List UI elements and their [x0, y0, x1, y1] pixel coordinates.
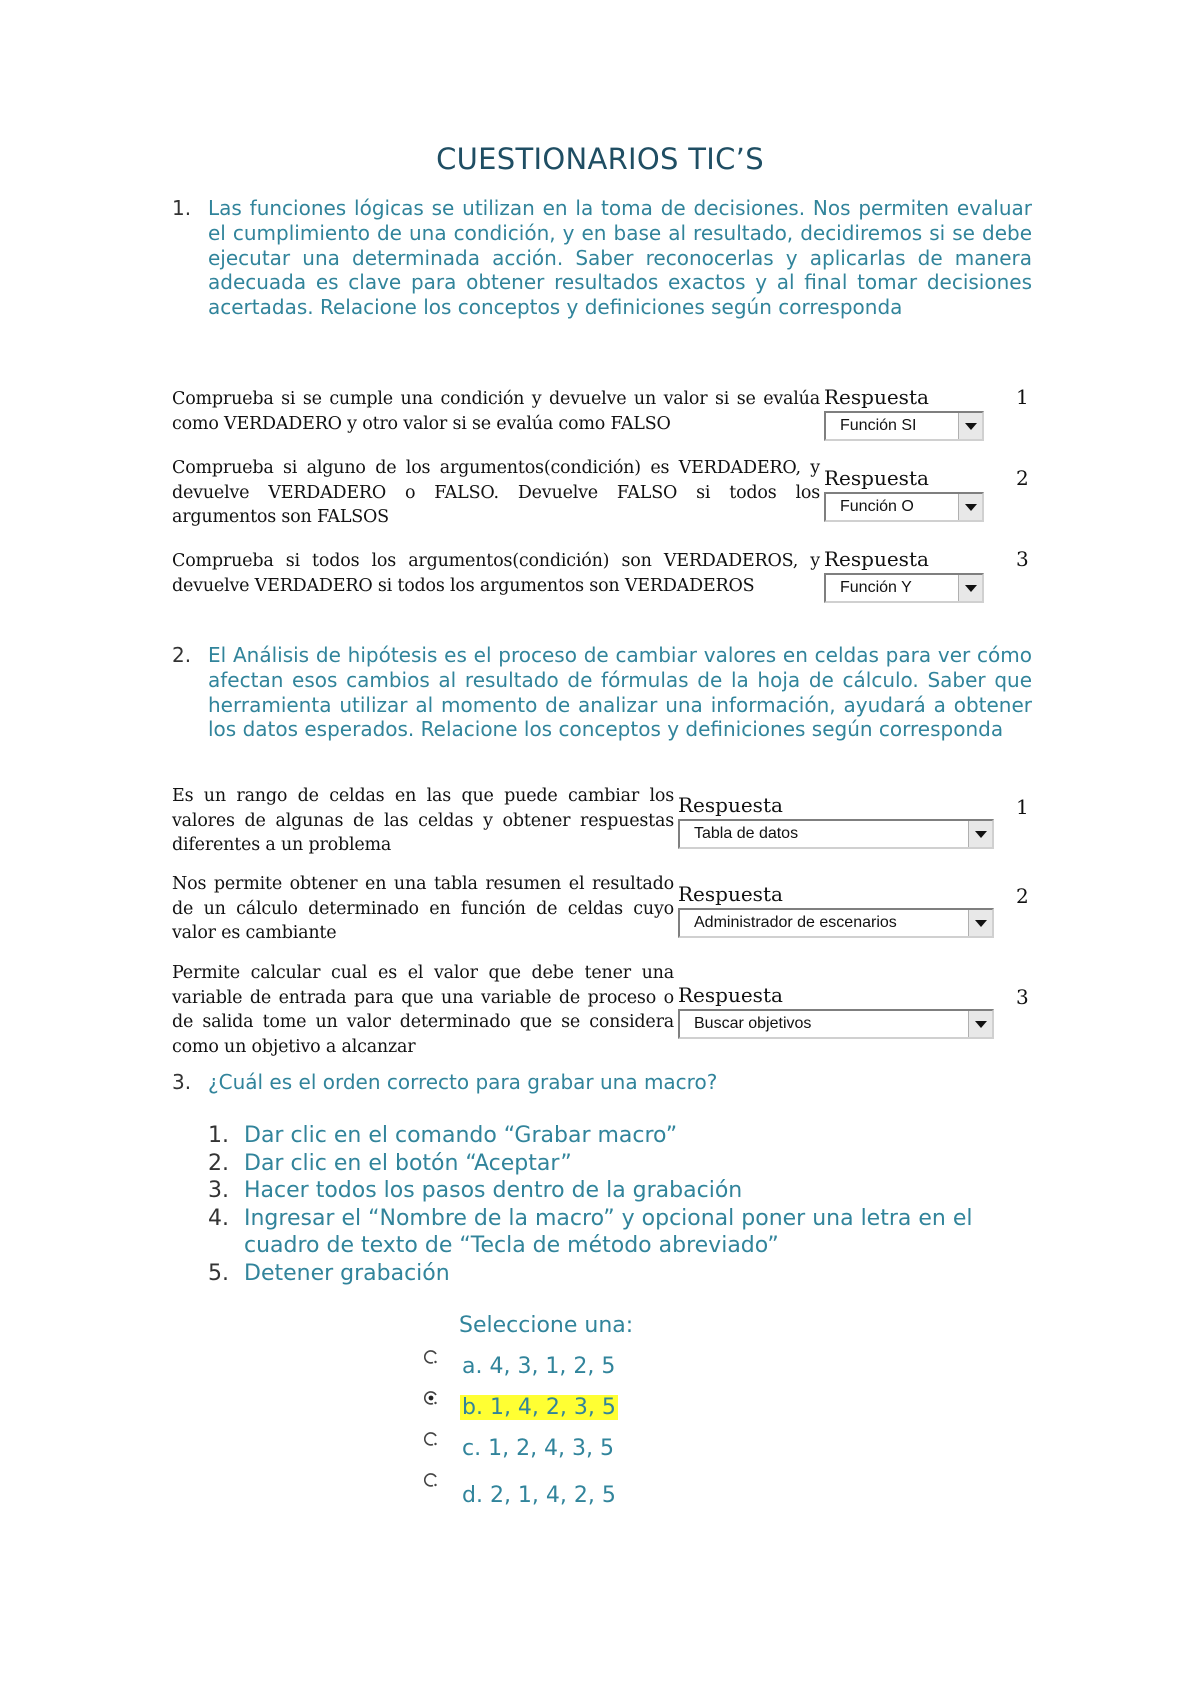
q1-item-number-1: 1: [1016, 385, 1029, 409]
select-one-prompt: Seleccione una:: [459, 1313, 634, 1338]
q1-item-number-2: 2: [1016, 466, 1029, 490]
option-d-label[interactable]: d. 2, 1, 4, 2, 5: [462, 1483, 616, 1508]
steps-list: [208, 1122, 1032, 1287]
chevron-down-icon[interactable]: [958, 494, 982, 520]
step-text: Dar clic en el comando “Grabar macro”: [244, 1123, 678, 1148]
chevron-down-icon[interactable]: [968, 910, 992, 936]
q1-item-number-3: 3: [1016, 547, 1029, 571]
q1-definition-1: Comprueba si se cumple una condición y devuelve un valor si se evalúa como VERDADERO y otro valor si se evalúa como FALSO: [172, 389, 820, 434]
step-number: 2.: [208, 1150, 229, 1176]
chevron-down-icon[interactable]: [958, 575, 982, 601]
q1-response-label-2: Respuesta: [824, 466, 929, 490]
step-number: 3.: [208, 1178, 229, 1203]
dropdown-value: Función SI: [840, 417, 917, 434]
list-item: [208, 1177, 1032, 1205]
option-a-label[interactable]: a. 4, 3, 1, 2, 5: [462, 1354, 616, 1379]
q1-response-label-1: Respuesta: [824, 385, 929, 409]
q2-item-number-1: 1: [1016, 795, 1029, 819]
q1-answer-dropdown-2[interactable]: [824, 492, 984, 522]
radio-option-b[interactable]: [424, 1391, 438, 1405]
list-item: [208, 1260, 1032, 1288]
step-text: Ingresar el “Nombre de la macro” y opcional poner una letra en el cuadro de texto de “Tecla de método abreviado”: [244, 1205, 973, 1258]
q2-item-number-2: 2: [1016, 884, 1029, 908]
chevron-down-icon[interactable]: [968, 821, 992, 847]
q1-answer-dropdown-3[interactable]: [824, 573, 984, 603]
question-3-number: 3.: [172, 1070, 192, 1094]
radio-option-d[interactable]: [424, 1473, 438, 1487]
list-item: [208, 1122, 1032, 1150]
q2-response-label-1: Respuesta: [678, 793, 783, 817]
step-text: Detener grabación: [244, 1260, 450, 1286]
step-text: Hacer todos los pasos dentro de la grabación: [244, 1178, 743, 1203]
step-number: 5.: [208, 1260, 229, 1286]
q2-response-label-3: Respuesta: [678, 983, 783, 1007]
q1-definition-3: Comprueba si todos los argumentos(condición) son VERDADEROS, y devuelve VERDADERO si todos los argumentos son VERDADEROS: [172, 551, 820, 596]
step-number: 1.: [208, 1123, 229, 1148]
q2-answer-dropdown-3[interactable]: [678, 1009, 994, 1039]
chevron-down-icon[interactable]: [958, 413, 982, 439]
q2-answer-dropdown-2[interactable]: [678, 908, 994, 938]
radio-option-a[interactable]: [424, 1350, 438, 1364]
chevron-down-icon[interactable]: [968, 1011, 992, 1037]
radio-option-c[interactable]: [424, 1432, 438, 1446]
dropdown-value: Función Y: [840, 579, 912, 596]
question-1-text: Las funciones lógicas se utilizan en la toma de decisiones. Nos permiten evaluar el cumplimiento de una condición, y en base al resultado, decidiremos si se debe ejecutar una determinada acción. Saber reconocerlas y aplicarlas de manera adecuada es clave para obtener resultados exactos y al final tomar decisiones acertadas. Relacione los conceptos y definiciones según corresponda: [208, 196, 1032, 320]
q2-answer-dropdown-1[interactable]: [678, 819, 994, 849]
dropdown-value: Administrador de escenarios: [694, 914, 897, 931]
step-number: 4.: [208, 1205, 229, 1231]
option-b-label[interactable]: b. 1, 4, 2, 3, 5: [462, 1395, 616, 1420]
question-3-text: ¿Cuál es el orden correcto para grabar una macro?: [208, 1070, 718, 1094]
list-item: [208, 1150, 1032, 1178]
question-1-number: 1.: [172, 196, 192, 220]
q2-definition-2: Nos permite obtener en una tabla resumen el resultado de un cálculo determinado en función de celdas cuyo valor es cambiante: [172, 874, 674, 943]
q2-item-number-3: 3: [1016, 985, 1029, 1009]
step-text: Dar clic en el botón “Aceptar”: [244, 1150, 572, 1176]
question-2-text: El Análisis de hipótesis es el proceso de cambiar valores en celdas para ver cómo afectan esos cambios al resultado de fórmulas de la hoja de cálculo. Saber que herramienta utilizar al momento de analizar una información, ayudará a obtener los datos esperados. Relacione los conceptos y definiciones según corresponda: [208, 643, 1032, 742]
q2-response-label-2: Respuesta: [678, 882, 783, 906]
question-2-number: 2.: [172, 643, 192, 667]
page-title: CUESTIONARIOS TIC’S: [436, 142, 764, 176]
q2-definition-1: Es un rango de celdas en las que puede cambiar los valores de algunas de las celdas y obtener respuestas diferentes a un problema: [172, 786, 674, 855]
q1-definition-2: Comprueba si alguno de los argumentos(condición) es VERDADERO, y devuelve VERDADERO o FALSO. Devuelve FALSO si todos los argumentos son FALSOS: [172, 458, 820, 527]
q1-answer-dropdown-1[interactable]: [824, 411, 984, 441]
q1-response-label-3: Respuesta: [824, 547, 929, 571]
q2-definition-3: Permite calcular cual es el valor que debe tener una variable de entrada para que una variable de proceso o de salida tome un valor determinado que se considera como un objetivo a alcanzar: [172, 963, 674, 1057]
dropdown-value: Buscar objetivos: [694, 1015, 812, 1032]
dropdown-value: Función O: [840, 498, 914, 515]
list-item: [208, 1205, 1032, 1260]
option-c-label[interactable]: c. 1, 2, 4, 3, 5: [462, 1436, 615, 1461]
dropdown-value: Tabla de datos: [694, 825, 799, 842]
